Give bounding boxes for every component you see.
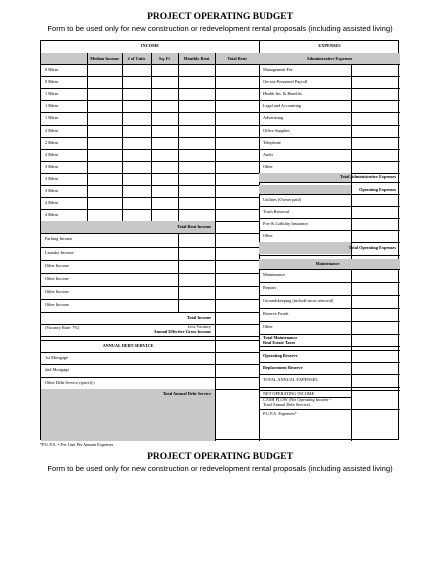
real-estate-taxes-label: Real Estate Taxes	[263, 340, 296, 346]
operating-expense-label: Fire & Liability Insurance	[263, 221, 308, 227]
debt-row-label: 2nd Mortgage	[45, 367, 70, 373]
admin-row-line	[259, 100, 400, 101]
unit-row-line	[41, 149, 259, 150]
debt-row-label: Other Debt Service (specify)	[45, 379, 95, 385]
page-title: PROJECT OPERATING BUDGET	[147, 12, 293, 22]
admin-expense-label: Other	[263, 163, 273, 169]
debt-top-line	[41, 340, 259, 341]
annual-effective-label: Annual Effective Gross Income	[153, 329, 211, 335]
operating-reserve-line	[259, 362, 400, 363]
replacement-reserve-line	[259, 374, 400, 375]
maintenance-row-line	[259, 295, 400, 296]
unit-row-label: 3 Bdrm	[45, 175, 59, 181]
operating-row-line	[259, 230, 400, 231]
unit-row-line	[41, 197, 259, 198]
unit-row-line	[41, 173, 259, 174]
net-operating-income-label: NET OPERATING INCOME	[263, 390, 315, 396]
footnote: *P.U.P.A. = Per Unit Per Annum Expenses	[40, 442, 114, 447]
debt-row-label: 1st Mortgage	[45, 355, 68, 361]
admin-total-line	[259, 182, 400, 183]
budget-form	[40, 40, 399, 440]
unit-row-label: 2 Bdrm	[45, 151, 59, 157]
admin-expenses-header: Administrative Expenses	[306, 56, 353, 61]
maintenance-label: Repairs	[263, 284, 277, 290]
unit-row-line	[41, 112, 259, 113]
operating-expense-label: Other	[263, 233, 273, 239]
unit-row-label: 0 Bdrm	[45, 67, 59, 72]
operating-total-label: Total Operating Expenses	[348, 245, 396, 251]
total-annual-expenses-label: TOTAL ANNUAL EXPENSES	[263, 377, 318, 383]
unit-row-line	[41, 209, 259, 210]
maintenance-label: Other	[263, 324, 273, 329]
other-income-line	[41, 273, 259, 274]
admin-expense-label: Audit	[263, 151, 273, 157]
total-annual-expenses-line	[259, 387, 400, 388]
unit-row-label: 1 Bdrm	[45, 103, 59, 109]
admin-expense-label: Legal and Accounting	[263, 103, 301, 109]
taxes-line	[259, 346, 400, 347]
page-subtitle: Form to be used only for new construction or redevelopment rental proposals (including assisted living)	[47, 24, 393, 33]
total-rent-income-label: Total Rent Income	[177, 224, 211, 230]
income-column-header: Total Rent	[227, 56, 247, 61]
replacement-reserve-label: Replacement Reserve	[263, 365, 303, 371]
admin-expense-label: Telephone	[263, 139, 281, 145]
income-column-line	[87, 53, 88, 221]
other-income-line	[41, 247, 259, 248]
debt-row-line	[41, 364, 259, 365]
unit-row-label: 4 Bdrm	[45, 212, 59, 218]
maintenance-label: Groundskeeping (include snow removal)	[263, 297, 334, 303]
admin-row-line	[259, 88, 400, 89]
unit-row-line	[41, 161, 259, 162]
unit-row-label: 0 Bdrm	[45, 79, 59, 85]
other-income-label: Other Income	[45, 301, 69, 307]
admin-expense-label: Advertising	[263, 115, 284, 121]
column-header-line	[41, 64, 259, 65]
maintenance-total-label: Total Maintenance	[263, 335, 298, 341]
debt-total-band	[41, 389, 215, 441]
total-income-label: Total Income	[186, 315, 211, 320]
page-title-repeat: PROJECT OPERATING BUDGET	[147, 452, 293, 462]
income-column-header: Monthly Rent	[183, 56, 210, 61]
income-column-header: Sq. Ft	[159, 56, 170, 61]
maintenance-row-line	[259, 308, 400, 309]
expenses-header: EXPENSES	[318, 43, 341, 48]
admin-expense-label: Management Fee	[263, 67, 293, 72]
operating-expense-label: Trash Removal	[263, 209, 290, 215]
unit-row-label: 3 Bdrm	[45, 188, 59, 193]
vacancy-line	[41, 336, 259, 337]
unit-row-line	[41, 76, 259, 77]
maintenance-header-line	[259, 269, 400, 270]
admin-row-line	[259, 125, 400, 126]
other-income-label: Parking Income	[45, 236, 73, 242]
income-column-line	[178, 53, 179, 221]
admin-row-line	[259, 149, 400, 150]
admin-total-label: Total Administrative Expenses	[340, 173, 396, 179]
maintenance-label: Reserve Funds	[263, 310, 289, 316]
vacancy-rate: (Vacancy Rate: 7%)	[45, 325, 80, 331]
other-income-line	[41, 286, 259, 287]
operating-expense-label: Utilities (Owner paid)	[263, 197, 301, 202]
debt-header: ANNUAL DEBT SERVICE	[102, 343, 154, 349]
operating-header-line	[259, 194, 400, 195]
other-income-label: Other Income	[45, 288, 69, 294]
income-column-line	[215, 53, 216, 221]
income-column-line	[122, 53, 123, 221]
maintenance-label: Maintenance	[263, 271, 286, 277]
debt-header-line	[41, 352, 259, 353]
page-subtitle-repeat: Form to be used only for new construction or redevelopment rental proposals (including assisted living)	[47, 464, 393, 473]
operating-row-line	[259, 206, 400, 207]
cash-flow-line	[259, 409, 400, 410]
unit-row-label: 3 Bdrm	[45, 163, 59, 169]
income-column-line	[178, 233, 179, 312]
operating-expenses-header: Operating Expenses	[359, 186, 396, 192]
unit-row-line	[41, 125, 259, 126]
unit-row-label: 1 Bdrm	[45, 91, 59, 97]
income-column-header: Median Income	[90, 56, 119, 61]
income-column-line	[151, 53, 152, 221]
maintenance-row-line	[259, 282, 400, 283]
reserve-top-line	[259, 350, 400, 351]
cash-flow-label: CASH FLOW (Net Operating Income -	[263, 396, 332, 402]
other-income-line	[41, 312, 259, 313]
pupa-label: P.U.P.A. Expenses*	[263, 410, 297, 416]
cash-flow-label-2: Total Annual Debt Service)	[263, 401, 311, 407]
admin-expense-label: On-site Personnel Payroll	[263, 79, 308, 85]
unit-row-label: 4 Bdrm	[45, 200, 59, 206]
admin-expense-label: Health Ins. & Benefits	[263, 91, 302, 97]
total-column-line	[215, 221, 216, 441]
income-column-header: # of Units	[127, 56, 146, 61]
other-income-line	[41, 260, 259, 261]
admin-header-line	[259, 64, 400, 65]
less-vacancy-label: Less Vacancy	[187, 324, 211, 330]
other-income-line	[41, 299, 259, 300]
unit-row-label: 1 Bdrm	[45, 115, 59, 121]
operating-row-line	[259, 218, 400, 219]
admin-row-line	[259, 161, 400, 162]
unit-row-line	[41, 100, 259, 101]
maintenance-row-line	[259, 321, 400, 322]
admin-expense-label: Office Supplies	[263, 127, 290, 133]
admin-row-line	[259, 76, 400, 77]
unit-row-line	[41, 88, 259, 89]
other-income-label: Other Income	[45, 275, 69, 281]
income-header: INCOME	[140, 43, 160, 48]
total-rent-line	[41, 233, 259, 234]
unit-row-label: 2 Bdrm	[45, 139, 59, 145]
other-income-label: Laundry Income	[45, 249, 74, 255]
debt-row-line	[41, 377, 259, 378]
unit-row-label: 2 Bdrm	[45, 127, 59, 133]
maintenance-header: Maintenance	[315, 260, 340, 266]
admin-row-line	[259, 137, 400, 138]
debt-total-label: Total Annual Debt Service	[162, 390, 211, 396]
operating-total-line	[259, 255, 400, 256]
other-income-label: Other Income	[45, 262, 69, 268]
unit-row-line	[41, 137, 259, 138]
unit-row-line	[41, 185, 259, 186]
operating-reserve-label: Operating Reserve	[263, 353, 298, 359]
admin-row-line	[259, 112, 400, 113]
